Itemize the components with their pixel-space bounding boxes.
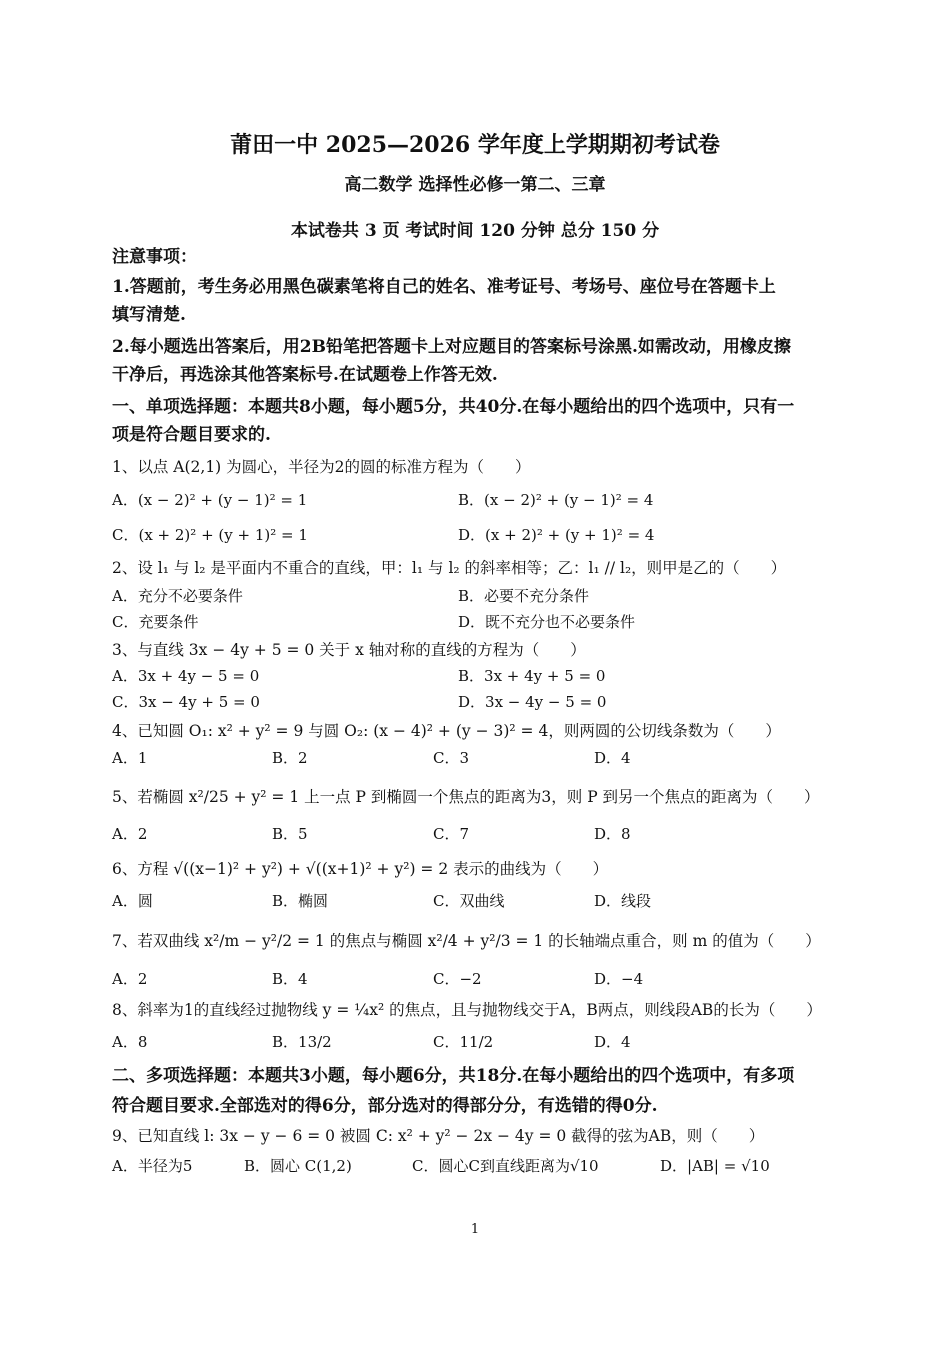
question-4-option-a: A．1 (112, 749, 148, 767)
question-7-option-c: C．−2 (433, 970, 482, 988)
section-1-line-2: 项是符合题目要求的. (112, 425, 271, 445)
notice-item-2-line-2: 干净后，再选涂其他答案标号.在试题卷上作答无效. (112, 365, 498, 385)
question-5-option-c: C．7 (433, 825, 470, 843)
question-4-option-c: C．3 (433, 749, 470, 767)
question-1-option-c: C．(x + 2)² + (y + 1)² = 1 (112, 526, 308, 544)
question-9-option-b: B．圆心 C(1,2) (244, 1157, 352, 1175)
question-2-option-b: B．必要不充分条件 (458, 587, 590, 605)
question-3-option-c: C．3x − 4y + 5 = 0 (112, 693, 260, 711)
question-1-option-b: B．(x − 2)² + (y − 1)² = 4 (458, 491, 654, 509)
question-6-option-d: D．线段 (594, 892, 652, 910)
question-4-option-d: D．4 (594, 749, 631, 767)
question-8-stem: 8、斜率为1的直线经过抛物线 y = ¼x² 的焦点，且与抛物线交于A，B两点，则线段AB的长为（ ） (112, 1001, 822, 1019)
question-1-option-d: D．(x + 2)² + (y + 1)² = 4 (458, 526, 655, 544)
notice-item-1-line-1: 1.答题前，考生务必用黑色碳素笔将自己的姓名、准考证号、考场号、座位号在答题卡上 (112, 277, 776, 297)
question-3-stem: 3、与直线 3x − 4y + 5 = 0 关于 x 轴对称的直线的方程为（ ） (112, 641, 586, 659)
exam-subtitle: 高二数学 选择性必修一第二、三章 (344, 175, 606, 195)
question-5-option-b: B．5 (272, 825, 308, 843)
question-1-option-a: A．(x − 2)² + (y − 1)² = 1 (112, 491, 308, 509)
notice-item-1-line-2: 填写清楚. (112, 305, 186, 325)
question-6-stem: 6、方程 √((x−1)² + y²) + √((x+1)² + y²) = 2 表示的曲线为（ ） (112, 860, 609, 878)
question-6-option-b: B．椭圆 (272, 892, 329, 910)
question-5-option-d: D．8 (594, 825, 631, 843)
section-2-line-1: 二、多项选择题：本题共3小题，每小题6分，共18分.在每小题给出的四个选项中，有多项 (112, 1066, 795, 1086)
exam-title: 莆田一中 2025—2026 学年度上学期期初考试卷 (230, 132, 720, 158)
question-7-option-b: B．4 (272, 970, 308, 988)
question-2-option-a: A．充分不必要条件 (112, 587, 243, 605)
question-9-option-a: A．半径为5 (112, 1157, 193, 1175)
question-5-option-a: A．2 (112, 825, 148, 843)
question-5-stem: 5、若椭圆 x²/25 + y² = 1 上一点 P 到椭圆一个焦点的距离为3，则 P 到另一个焦点的距离为（ ） (112, 788, 820, 806)
section-2-line-2: 符合题目要求.全部选对的得6分，部分选对的得部分分，有选错的得0分. (112, 1096, 658, 1116)
question-8-option-a: A．8 (112, 1033, 148, 1051)
question-7-option-d: D．−4 (594, 970, 644, 988)
question-8-option-c: C．11/2 (433, 1033, 494, 1051)
question-8-option-b: B．13/2 (272, 1033, 332, 1051)
question-9-stem: 9、已知直线 l: 3x − y − 6 = 0 被圆 C: x² + y² − 2x − 4y = 0 截得的弦为AB，则（ ） (112, 1127, 765, 1145)
section-1-line-1: 一、单项选择题：本题共8小题，每小题5分，共40分.在每小题给出的四个选项中，只有一 (112, 397, 795, 417)
question-2-option-c: C．充要条件 (112, 613, 199, 631)
question-3-option-a: A．3x + 4y − 5 = 0 (112, 667, 260, 685)
question-6-option-a: A．圆 (112, 892, 153, 910)
question-2-option-d: D．既不充分也不必要条件 (458, 613, 636, 631)
question-6-option-c: C．双曲线 (433, 892, 505, 910)
question-1-stem: 1、以点 A(2,1) 为圆心，半径为2的圆的标准方程为（ ） (112, 458, 531, 476)
question-7-option-a: A．2 (112, 970, 148, 988)
question-4-option-b: B．2 (272, 749, 308, 767)
question-4-stem: 4、已知圆 O₁: x² + y² = 9 与圆 O₂: (x − 4)² + (y − 3)² = 4，则两圆的公切线条数为（ ） (112, 722, 781, 740)
question-3-option-b: B．3x + 4y + 5 = 0 (458, 667, 606, 685)
question-8-option-d: D．4 (594, 1033, 631, 1051)
question-9-option-d: D．|AB| = √10 (660, 1157, 770, 1175)
question-9-option-c: C．圆心C到直线距离为√10 (412, 1157, 599, 1175)
question-7-stem: 7、若双曲线 x²/m − y²/2 = 1 的焦点与椭圆 x²/4 + y²/3 = 1 的长轴端点重合，则 m 的值为（ ） (112, 932, 821, 950)
exam-info: 本试卷共 3 页 考试时间 120 分钟 总分 150 分 (290, 221, 660, 241)
notice-heading: 注意事项： (112, 247, 197, 267)
question-2-stem: 2、设 l₁ 与 l₂ 是平面内不重合的直线，甲：l₁ 与 l₂ 的斜率相等；乙：l₁ // l₂，则甲是乙的（ ） (112, 559, 787, 577)
notice-item-2-line-1: 2.每小题选出答案后，用2B铅笔把答题卡上对应题目的答案标号涂黑.如需改动，用橡皮擦 (112, 337, 791, 357)
page-number: 1 (470, 1222, 480, 1237)
question-3-option-d: D．3x − 4y − 5 = 0 (458, 693, 607, 711)
